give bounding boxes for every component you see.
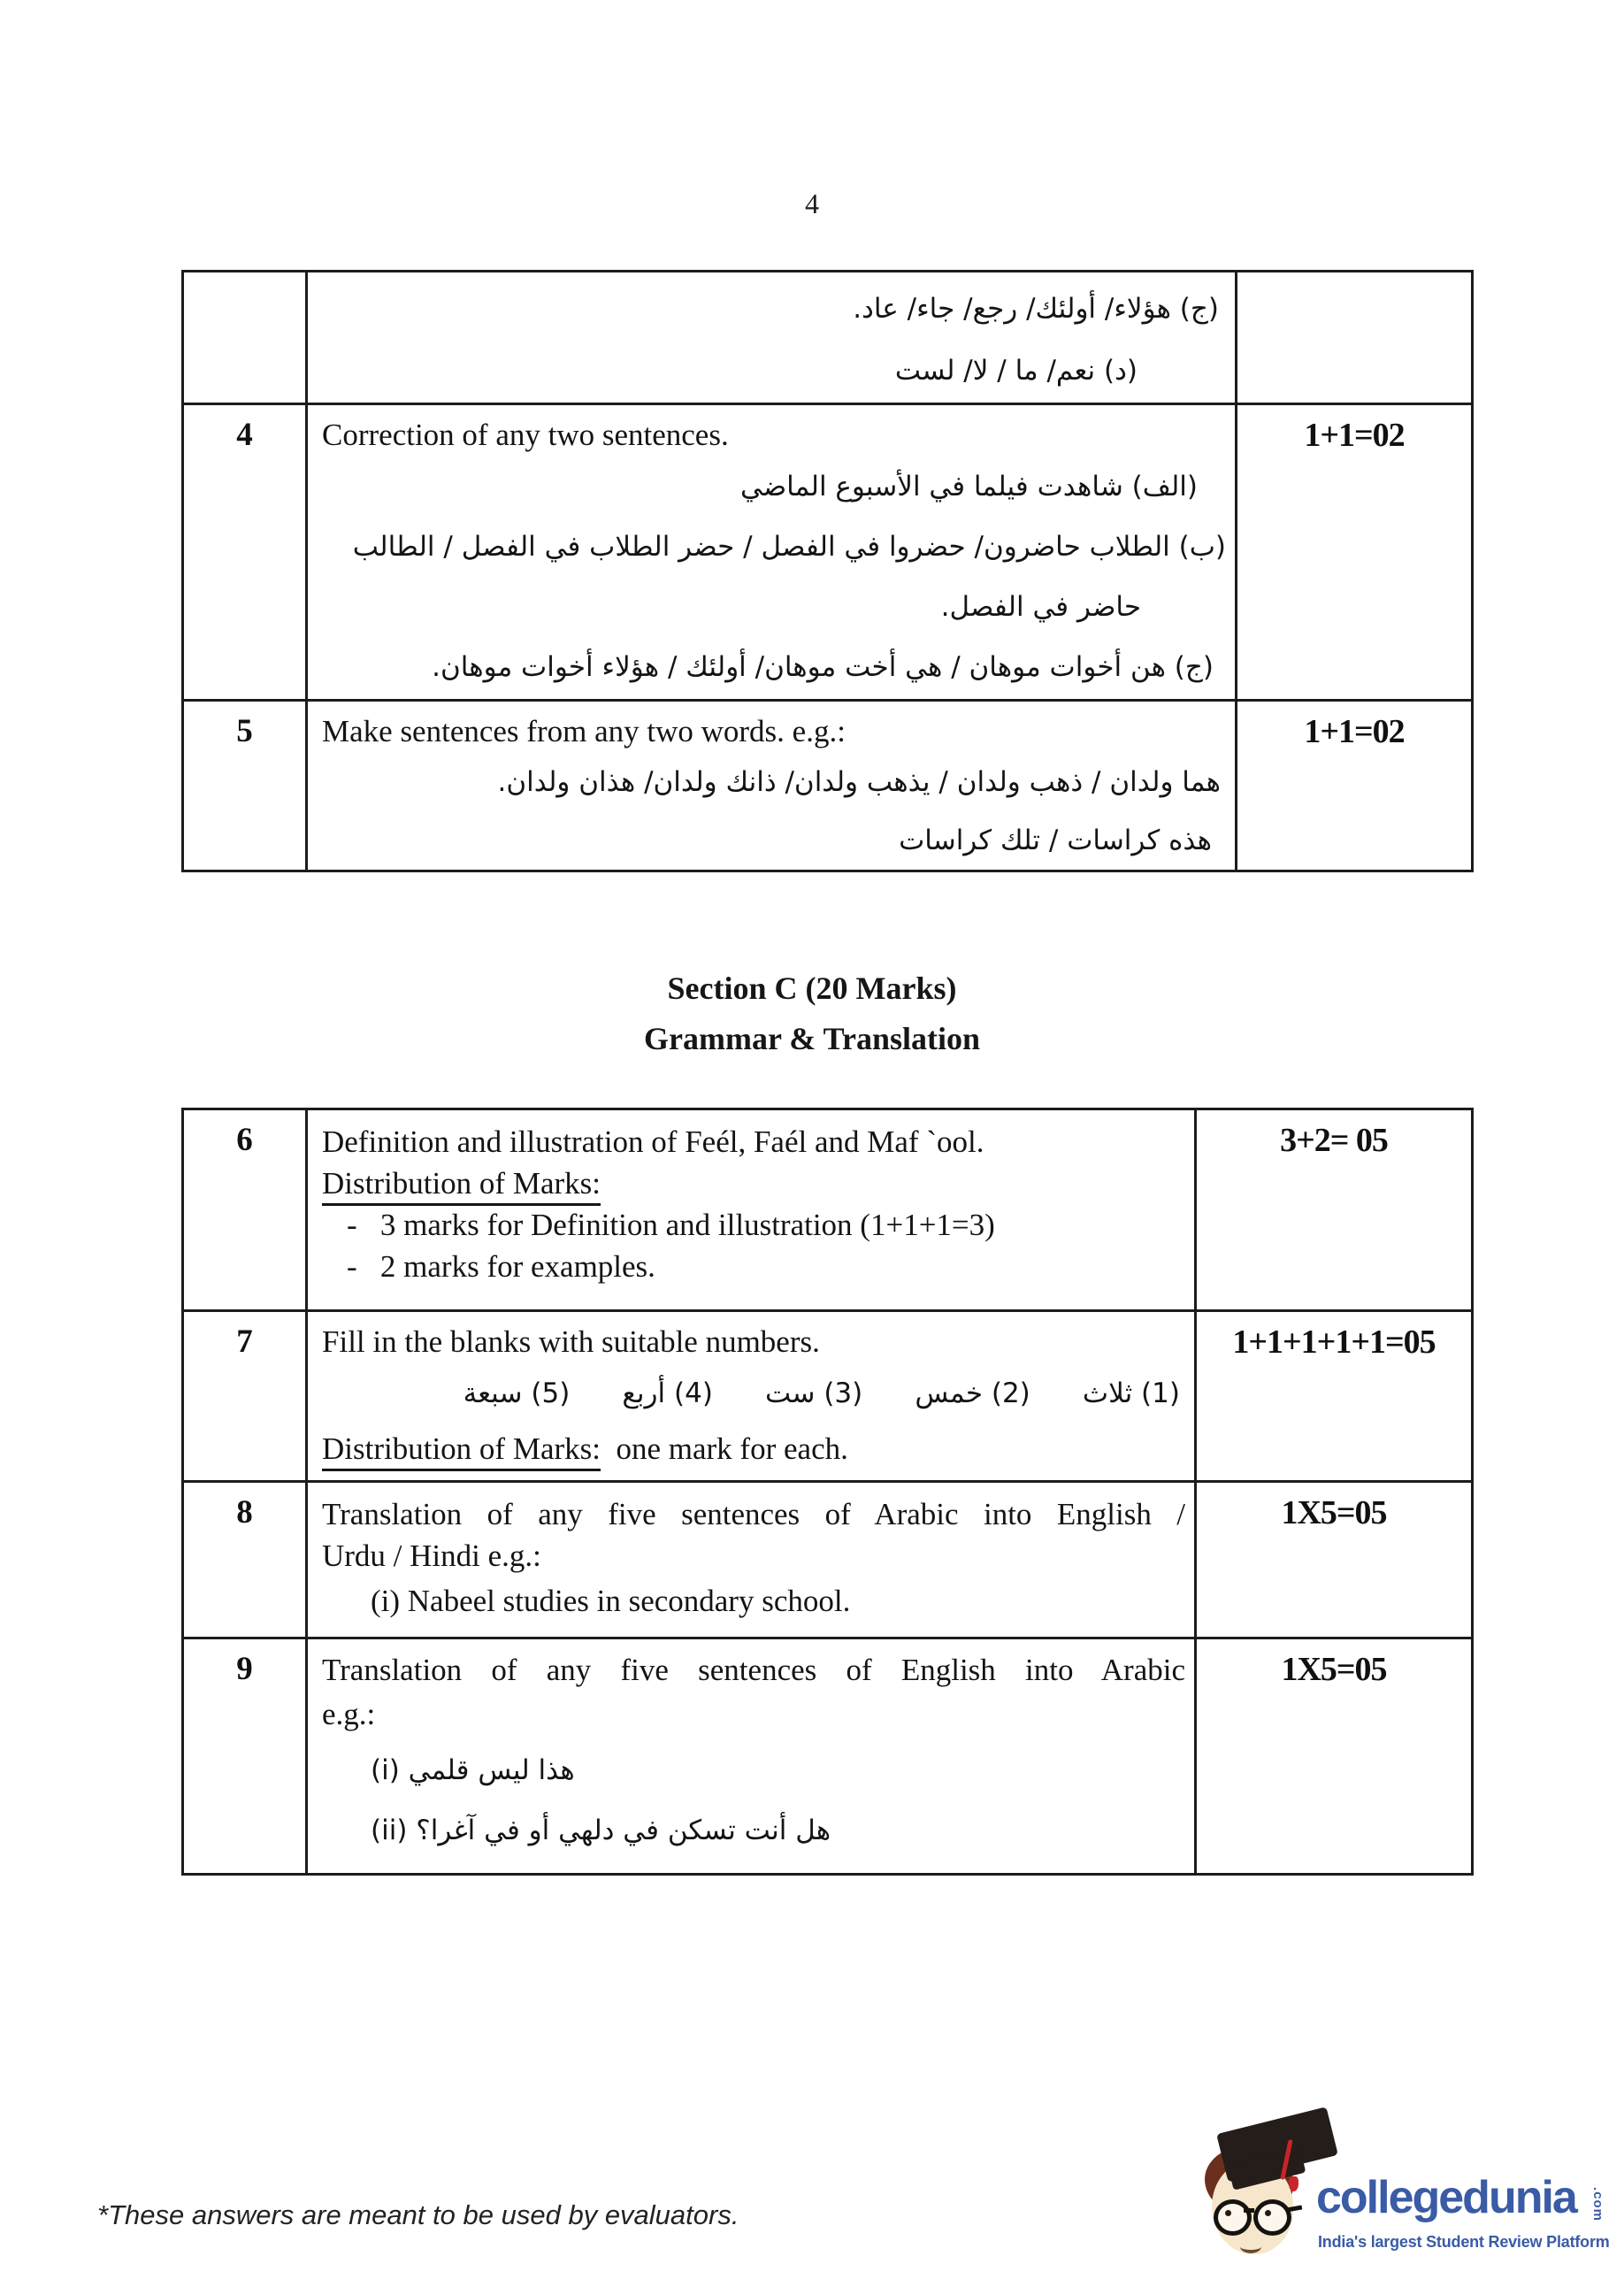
- example-line: (i) Nabeel studies in secondary school.: [371, 1584, 851, 1618]
- table-row-q9: [183, 1638, 1473, 1875]
- table-row-continuation: [183, 272, 1473, 404]
- question-number-cell: 9: [183, 1638, 307, 1875]
- section-subtitle: Grammar & Translation: [644, 1021, 980, 1056]
- cap-tassel-tip: [1289, 2176, 1298, 2191]
- question-title-line: e.g.:: [322, 1697, 376, 1731]
- distribution-heading: [322, 1163, 1185, 1204]
- page-number: 4: [805, 188, 819, 219]
- marks-bullet: - 2 marks for examples.: [347, 1249, 655, 1284]
- question-number-cell: 8: [183, 1482, 307, 1638]
- question-content-cell: [307, 1482, 1196, 1638]
- table-row-q4: [183, 404, 1473, 701]
- marks-cell: 1X5=05: [1196, 1638, 1473, 1875]
- table-row-q5: [183, 701, 1473, 871]
- mascot-eye: [1225, 2210, 1231, 2216]
- brand-wordmark: collegedunia: [1316, 2172, 1576, 2223]
- glasses-left-lens: [1214, 2199, 1252, 2236]
- question-title-line: Translation of any five sentences of Arabic into English /: [322, 1497, 1185, 1531]
- question-content-cell: [307, 272, 1237, 404]
- marks-cell: 1X5=05: [1196, 1482, 1473, 1638]
- arabic-line: (ج) هن أخوات موهان / هي أخت موهان/ أولئك / هؤلاء أخوات موهان.: [432, 651, 1214, 683]
- question-title: Make sentences from any two words. e.g.:: [322, 714, 846, 748]
- question-title-line: Urdu / Hindi e.g.:: [322, 1539, 541, 1573]
- arabic-line: (ج) هؤلاء/ أولئك/ رجع/ جاء/ عاد.: [853, 293, 1219, 325]
- section-title: Section C (20 Marks): [667, 971, 957, 1006]
- distribution-heading: [322, 1428, 1185, 1469]
- distribution-label: Distribution of Marks:: [322, 1166, 601, 1206]
- marks-cell: [1237, 272, 1473, 404]
- marks-bullet: - 3 marks for Definition and illustration (1+1+1=3): [347, 1208, 995, 1242]
- question-title: Definition and illustration of Feél, Faél and Maf `ool.: [322, 1124, 984, 1159]
- glasses-bridge: [1244, 2208, 1254, 2213]
- question-title: Fill in the blanks with suitable numbers.: [322, 1324, 820, 1359]
- marks-cell: 1+1+1+1+1=05: [1196, 1311, 1473, 1482]
- brand-tld: .com: [1590, 2187, 1605, 2222]
- arabic-example-line: (i) هذا ليس قلمي: [371, 1754, 575, 1786]
- distribution-label: Distribution of Marks:: [322, 1431, 601, 1471]
- arabic-line: (ب) الطلاب حاضرون/ حضروا في الفصل / حضر الطلاب في الفصل / الطالب: [352, 531, 1226, 563]
- answer-key-table-section-c: [181, 1108, 1474, 1876]
- question-number-cell: 5: [183, 701, 307, 871]
- collegedunia-logo: [1196, 2111, 1620, 2275]
- glasses-right-lens: [1253, 2199, 1291, 2236]
- question-content-cell: [307, 1638, 1196, 1875]
- arabic-line: هذه كراسات / تلك كراسات: [899, 825, 1212, 856]
- question-number-cell: 6: [183, 1109, 307, 1311]
- question-number-cell: 4: [183, 404, 307, 701]
- marks-cell: 1+1=02: [1237, 404, 1473, 701]
- brand-tagline: India's largest Student Review Platform: [1318, 2233, 1610, 2251]
- marks-cell: 1+1=02: [1237, 701, 1473, 871]
- question-number-cell: 7: [183, 1311, 307, 1482]
- question-title-line: Translation of any five sentences of English into Arabic: [322, 1653, 1185, 1687]
- arabic-line: (1) ثلاث (2) خمس (3) ست (4) أربع (5) سبعة: [463, 1377, 1180, 1409]
- table-row-q7: [183, 1311, 1473, 1482]
- arabic-example-line: (ii) هل أنت تسكن في دلهي أو في آغرا؟: [371, 1815, 831, 1846]
- marks-cell: 3+2= 05: [1196, 1109, 1473, 1311]
- answer-key-table-section-b: [181, 270, 1474, 872]
- table-row-q6: [183, 1109, 1473, 1311]
- question-content-cell: [307, 1311, 1196, 1482]
- question-content-cell: [307, 701, 1237, 871]
- arabic-line: (د) نعم/ ما / لا/ لست: [894, 355, 1138, 387]
- question-number-cell: [183, 272, 307, 404]
- mascot-eye: [1265, 2210, 1271, 2216]
- question-content-cell: [307, 404, 1237, 701]
- mascot-icon: [1198, 2120, 1332, 2275]
- question-title: Correction of any two sentences.: [322, 418, 729, 452]
- question-content-cell: [307, 1109, 1196, 1311]
- arabic-line: هما ولدان / ذهب ولدان / يذهب ولدان/ ذانك ولدان/ هذان ولدان.: [497, 766, 1221, 798]
- mascot-smile: [1240, 2240, 1261, 2253]
- evaluator-note: *These answers are meant to be used by evaluators.: [97, 2199, 739, 2230]
- arabic-line: (الف) شاهدت فيلما في الأسبوع الماضي: [739, 471, 1198, 503]
- distribution-text: one mark for each.: [600, 1431, 848, 1466]
- table-row-q8: [183, 1482, 1473, 1638]
- arabic-line: حاضر في الفصل.: [940, 591, 1141, 623]
